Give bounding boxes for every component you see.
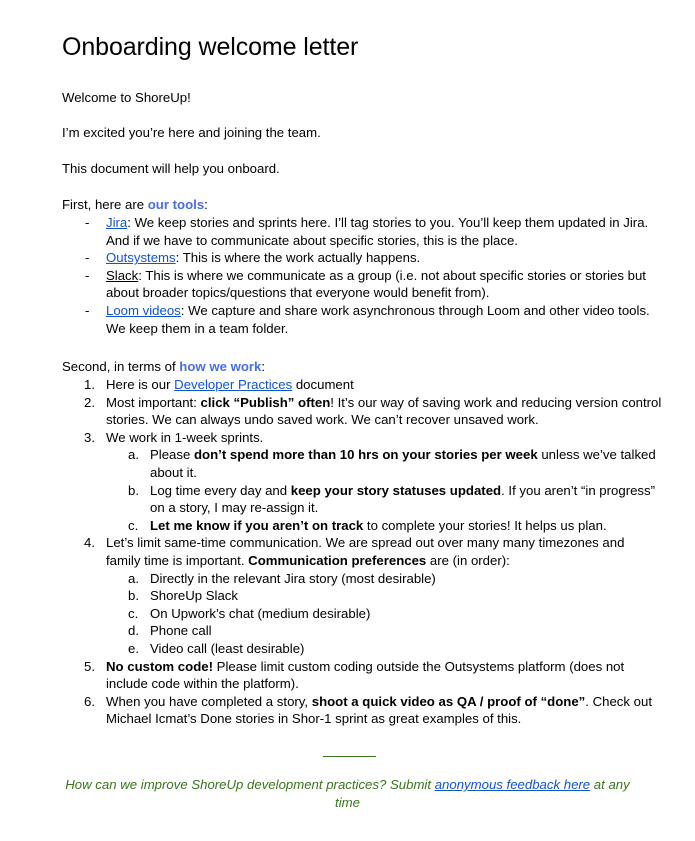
work-item-4-rest: are (in order): bbox=[426, 552, 510, 568]
work-item-2-text: Most important: bbox=[106, 394, 201, 410]
work-item-2-bold: click “Publish” often bbox=[200, 394, 331, 410]
sprint-rule-b-text: Log time every day and bbox=[150, 482, 291, 498]
sprint-rule-a-bold: don’t spend more than 10 hrs on your stories per week bbox=[194, 447, 538, 463]
sprint-rule-a-text: Please bbox=[150, 447, 194, 463]
work-item-2 bbox=[62, 394, 662, 429]
how-we-work-link[interactable]: how we work bbox=[179, 359, 262, 374]
work-item-5-rest: Please limit custom coding outside the Outsystems platform (does not include code within the platform). bbox=[106, 658, 625, 692]
preference-item bbox=[106, 605, 662, 623]
tools-lead-suffix: : bbox=[204, 197, 208, 212]
outsystems-link[interactable]: Outsystems bbox=[106, 250, 176, 266]
footer-prefix: How can we improve ShoreUp development practices? Submit bbox=[65, 777, 435, 792]
sprint-rule-b-rest: . If you aren’t “in progress” on a story, I may re-assign it. bbox=[150, 482, 656, 516]
list-marker: 1. bbox=[84, 377, 95, 392]
tool-item-outsystems bbox=[62, 249, 662, 267]
sprint-rule-b bbox=[106, 482, 662, 517]
list-marker: c. bbox=[128, 605, 139, 621]
work-lead bbox=[62, 358, 265, 376]
sprint-rules-list bbox=[106, 446, 662, 534]
communication-preferences-list bbox=[106, 570, 662, 658]
anonymous-feedback-link[interactable]: anonymous feedback here bbox=[434, 777, 591, 792]
work-item-1 bbox=[62, 376, 662, 394]
preference-text: Directly in the relevant Jira story (most desirable) bbox=[150, 570, 436, 586]
sprint-rule-c-rest: to complete your stories! It helps us plan. bbox=[363, 517, 607, 533]
tools-lead bbox=[62, 196, 208, 214]
sprint-rule-a bbox=[106, 446, 662, 481]
work-list bbox=[62, 376, 662, 728]
list-marker: 5. bbox=[84, 658, 95, 674]
list-marker: b. bbox=[128, 588, 139, 604]
preference-item bbox=[106, 622, 662, 640]
tool-desc-jira: : We keep stories and sprints here. I’ll tag stories to you. You’ll keep them updated in Jira. And if we have to communicate about specific stories, this is the place. bbox=[106, 215, 649, 248]
developer-practices-link[interactable]: Developer Practices bbox=[174, 377, 293, 392]
work-item-4-text: Let’s limit same-time communication. We are spread out over many many timezones and family time is important. bbox=[106, 535, 625, 568]
help-line: This document will help you onboard. bbox=[62, 161, 280, 176]
preference-text: Video call (least desirable) bbox=[150, 640, 305, 656]
list-marker: c. bbox=[128, 517, 139, 533]
tool-item-slack bbox=[62, 267, 662, 302]
sprint-rule-a-rest: unless we’ve talked about it. bbox=[150, 447, 656, 480]
loom-videos-link[interactable]: Loom videos bbox=[106, 302, 181, 318]
slack-label: Slack bbox=[106, 267, 139, 283]
footer-suffix: at any time bbox=[335, 777, 630, 810]
work-item-3-text: We work in 1-week sprints. bbox=[106, 429, 264, 445]
page-title: Onboarding welcome letter bbox=[62, 33, 359, 61]
tools-lead-prefix: First, here are bbox=[62, 197, 148, 212]
work-item-4 bbox=[62, 534, 662, 657]
tool-desc-slack: : This is where we communicate as a group (i.e. not about specific stories or stories but about broader topics/questions that everyone would benefit from). bbox=[106, 267, 646, 301]
work-item-6-bold: shoot a quick video as QA / proof of “done” bbox=[311, 693, 586, 709]
preference-text: Phone call bbox=[150, 623, 212, 639]
jira-link[interactable]: Jira bbox=[106, 215, 128, 230]
list-marker: a. bbox=[128, 570, 139, 586]
work-item-1-suffix: document bbox=[292, 377, 354, 392]
work-item-6-rest: . Check out Michael Icmat’s Done stories in Shor-1 sprint as great examples of this. bbox=[106, 693, 652, 727]
work-item-1-text: Here is our bbox=[106, 377, 175, 392]
tool-desc-loom: : We capture and share work asynchronous through Loom and other video tools. We keep them in a team folder. bbox=[106, 302, 650, 336]
work-lead-prefix: Second, in terms of bbox=[62, 359, 180, 374]
list-marker: b. bbox=[128, 482, 139, 498]
list-marker: 2. bbox=[84, 394, 95, 410]
sprint-rule-b-bold: keep your story statuses updated bbox=[290, 482, 502, 498]
preference-item bbox=[106, 570, 662, 588]
welcome-line: Welcome to ShoreUp! bbox=[62, 90, 191, 105]
work-item-5-bold: No custom code! bbox=[106, 658, 213, 674]
work-item-3 bbox=[62, 429, 662, 535]
tool-item-loom bbox=[62, 302, 662, 337]
work-item-4-bold: Communication preferences bbox=[248, 552, 427, 568]
work-item-5 bbox=[62, 658, 662, 693]
sprint-rule-c-bold: Let me know if you aren’t on track bbox=[150, 517, 364, 533]
feedback-footer bbox=[60, 776, 635, 811]
list-marker: 4. bbox=[84, 535, 95, 551]
list-marker: e. bbox=[128, 640, 139, 656]
list-marker: 3. bbox=[84, 429, 95, 445]
list-marker: 6. bbox=[84, 693, 95, 709]
work-item-6-text: When you have completed a story, bbox=[106, 693, 312, 709]
preference-item bbox=[106, 587, 662, 605]
tools-list bbox=[62, 214, 662, 337]
preference-text: On Upwork’s chat (medium desirable) bbox=[150, 605, 371, 621]
sprint-rule-c bbox=[106, 517, 662, 535]
our-tools-link[interactable]: our tools bbox=[147, 197, 205, 212]
work-item-6 bbox=[62, 693, 662, 728]
work-item-2-rest: ! It’s our way of saving work and reducing version control stories. We can always undo saved work. We can’t recover unsaved work. bbox=[106, 394, 662, 428]
work-lead-suffix: : bbox=[261, 359, 266, 374]
list-marker: a. bbox=[128, 447, 139, 463]
tool-desc-outsystems: : This is where the work actually happens. bbox=[175, 250, 421, 266]
excited-line: I’m excited you’re here and joining the team. bbox=[62, 125, 321, 140]
footer-divider bbox=[323, 746, 376, 757]
preference-text: ShoreUp Slack bbox=[150, 588, 238, 604]
preference-item bbox=[106, 640, 662, 658]
list-marker: d. bbox=[128, 623, 139, 639]
tool-item-jira bbox=[62, 214, 662, 249]
